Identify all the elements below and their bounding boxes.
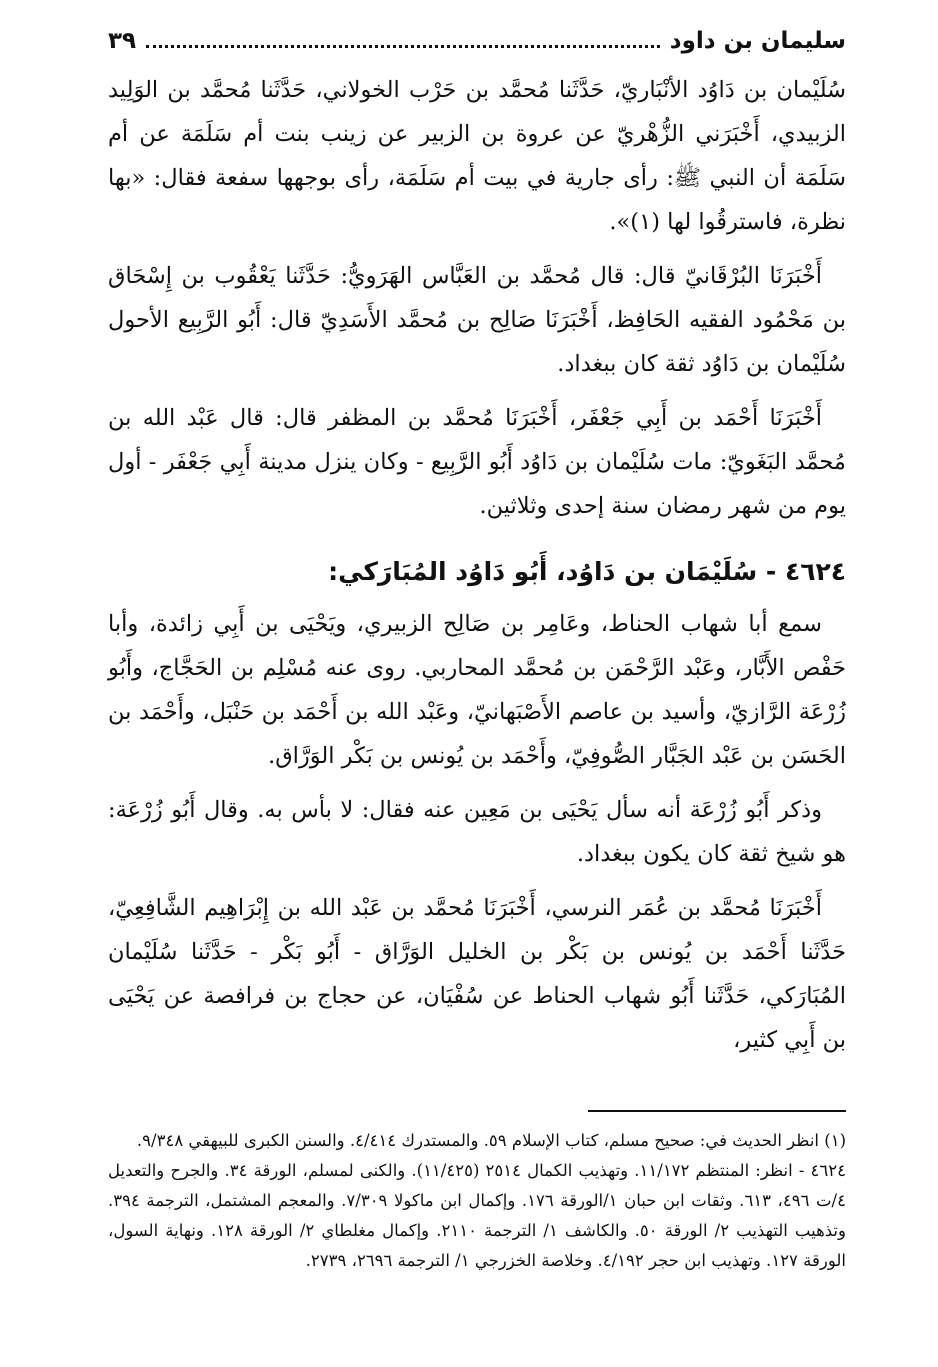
footnotes <box>108 1126 846 1276</box>
page-header <box>108 28 846 68</box>
paragraph: وذكر أَبُو زُرْعَة أنه سأل يَحْيَى بن مَعِين عنه فقال: لا بأس به. وقال أَبُو زُرْعَة: هو شيخ ثقة كان يكون ببغداد. <box>108 797 846 867</box>
paragraph: سُلَيْمان بن دَاوُد الأنْبَاريّ، حَدَّثَنا مُحمَّد بن حَرْب الخولاني، حَدَّثَنا مُحمَّد بن الوَلِيد الزبيدي، أَخْبَرَني الزُّهْريّ عن عروة بن الزبير عن زينب بنت أم سَلَمَة عن أم سَلَمَة أن النبي ﷺ: رأى جارية في بيت أم سَلَمَة، رأى بوجهها سفعة فقال: «بها نظرة، فاسترقُوا لها (١)». <box>108 77 846 235</box>
entry-heading: ٤٦٢٤ - سُلَيْمَان بن دَاوُد، أَبُو دَاوُد المُبَارَكي: <box>328 557 846 586</box>
paragraph: سمع أبا شهاب الحناط، وعَامِر بن صَالِح الزبيري، ويَحْيَى بن أَبِي زائدة، وأبا حَفْص الأَبَّار، وعَبْد الرَّحْمَن بن مُحمَّد المحاربي. روى عنه مُسْلِم بن الحَجَّاج، وأَبُو زُرْعَة الرَّازيّ، وأسيد بن عاصم الأَصْبَهانيّ، وعَبْد الله بن أَحْمَد بن حَنْبَل، وأَحْمَد بن الحَسَن بن عَبْد الجَبَّار الصُّوفِيّ، وأَحْمَد بن يُونس بن بَكْر الوَرَّاق. <box>108 611 846 769</box>
running-title: سليمان بن داود <box>669 28 846 54</box>
footnote-divider <box>588 1110 846 1112</box>
header-leader-dots <box>146 45 660 48</box>
main-text <box>108 68 846 1062</box>
paragraph: أَخْبَرَنَا أَحْمَد بن أَبِي جَعْفَر، أَخْبَرَنَا مُحمَّد بن المظفر قال: قال عَبْد الله بن مُحمَّد البَغَويّ: مات سُلَيْمان بن دَاوُد أَبُو الرَّبِيع - وكان ينزل مدينة أَبِي جَعْفَر - أول يوم من شهر رمضان سنة إحدى وثلاثين. <box>108 405 846 519</box>
footnote-1: (١) انظر الحديث في: صحيح مسلم، كتاب الإسلام ٥٩. والمستدرك ٤/٤١٤. والسنن الكبرى للبيهقي ٩/٣٤٨. <box>136 1131 846 1150</box>
page-number: ٣٩ <box>108 28 137 54</box>
paragraph: أَخْبَرَنَا البُرْقَانيّ قال: قال مُحمَّد بن العَبَّاس الهَرَويُّ: حَدَّثَنا يَعْقُوب بن إِسْحَاق بن مَحْمُود الفقيه الحَافِظ، أَخْبَرَنَا صَالِح بن مُحمَّد الأَسَدِيّ قال: أَبُو الرَّبِيع الأحول سُلَيْمان بن دَاوُد ثقة كان ببغداد. <box>108 263 846 377</box>
footnote-2: ٤٦٢٤ - انظر: المنتظم ١١/١٧٢. وتهذيب الكمال ٢٥١٤ (١١/٤٢٥). والكنى لمسلم، الورقة ٣٤. والجرح والتعديل ٤/ت ٤٩٦، ٦١٣. وثقات ابن حبان ١/الورقة ١٧٦. وإكمال ابن ماكولا ٧/٣٠٩. والمعجم المشتمل، الترجمة ٣٩٤. وتذهيب التهذيب ٢/ الورقة ٥٠. والكاشف ١/ الترجمة ٢١١٠. وإكمال مغلطاي ٢/ الورقة ١٢٨. ونهاية السول، الورقة ١٢٧. وتهذيب ابن حجر ٤/١٩٢. وخلاصة الخزرجي ١/ الترجمة ٢٦٩٦، ٢٧٣٩. <box>108 1161 846 1270</box>
paragraph: أَخْبَرَنَا مُحمَّد بن عُمَر النرسي، أَخْبَرَنَا مُحمَّد بن عَبْد الله بن إِبْرَاهِيم الشَّافِعِيّ، حَدَّثَنا أَحْمَد بن يُونس بن بَكْر بن الخليل الوَرَّاق - أَبُو بَكْر - حَدَّثَنا سُلَيْمان المُبَارَكي، حَدَّثَنا أَبُو شهاب الحناط عن سُفْيَان، عن حجاج بن فرافصة عن يَحْيَى بن أَبِي كثير، <box>108 895 846 1053</box>
